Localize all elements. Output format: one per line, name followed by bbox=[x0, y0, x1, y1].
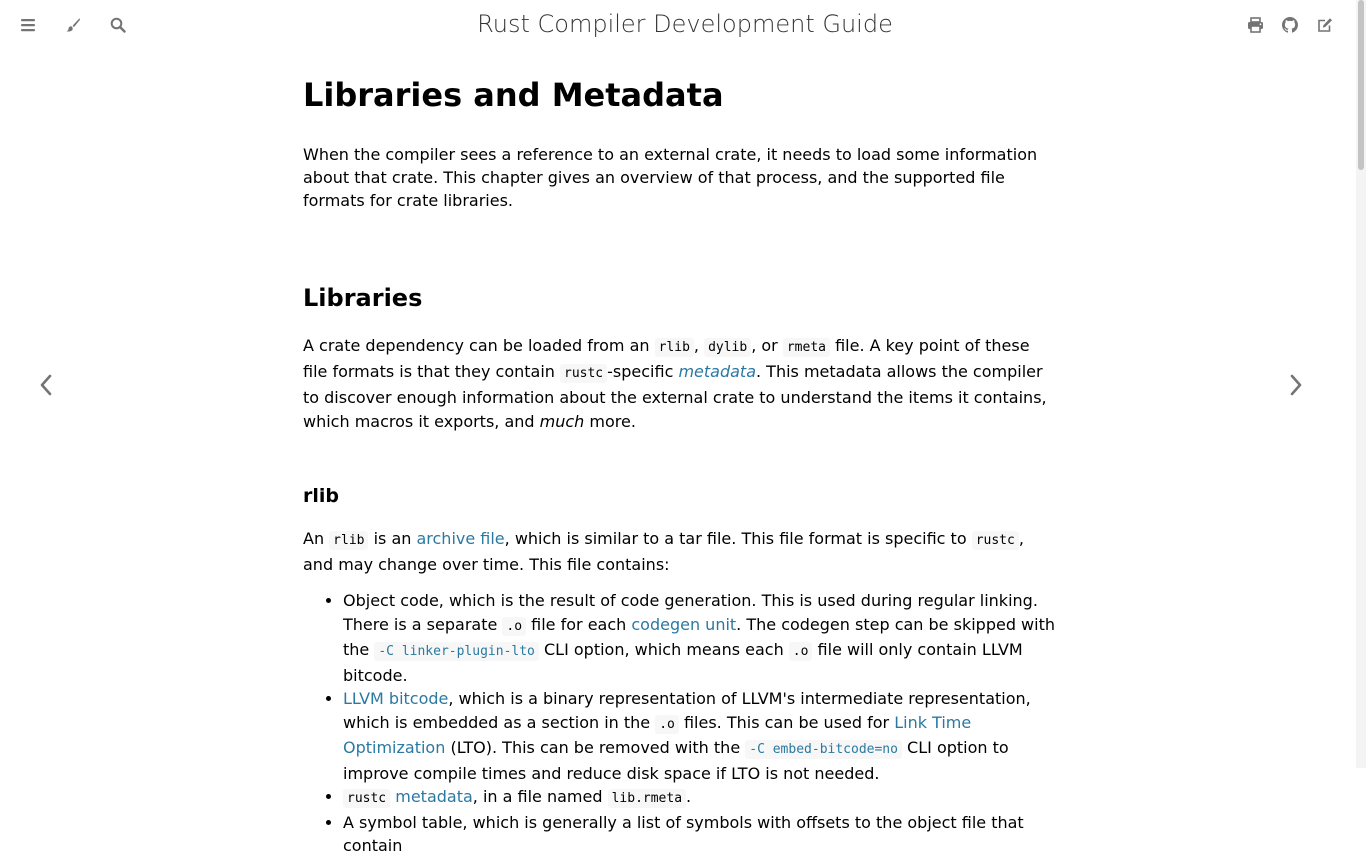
inline-code: .o bbox=[655, 715, 679, 734]
print-button[interactable] bbox=[1240, 10, 1270, 40]
edit-page-link[interactable] bbox=[1310, 10, 1340, 40]
list-item: • A symbol table, which is generally a list of symbols with offsets to the object file that contain bbox=[343, 811, 1055, 858]
page-title: Libraries and Metadata bbox=[303, 76, 724, 114]
inline-code: .o bbox=[502, 617, 526, 636]
lto-link[interactable]: Link Time Optimization bbox=[343, 712, 972, 757]
inline-code: rlib bbox=[329, 531, 368, 550]
linker-plugin-lto-link[interactable]: -C linker-plugin-lto bbox=[374, 640, 539, 659]
inline-code: lib.rmeta bbox=[608, 789, 686, 808]
codegen-unit-link[interactable]: codegen unit bbox=[631, 614, 737, 634]
inline-code: rustc bbox=[560, 364, 607, 383]
intro-paragraph: When the compiler sees a reference to an external crate, it needs to load some information about that crate. This chapter gives an overview of that process, and the supported file formats for crate libraries. bbox=[303, 145, 1038, 210]
chevron-left-icon bbox=[39, 374, 53, 396]
embed-bitcode-link[interactable]: -C embed-bitcode=no bbox=[745, 738, 902, 757]
github-link[interactable] bbox=[1275, 10, 1305, 40]
inline-code: .o bbox=[789, 642, 813, 661]
book-title: Rust Compiler Development Guide bbox=[477, 10, 893, 38]
previous-chapter-button[interactable] bbox=[30, 369, 62, 401]
list-item: • Object code, which is the result of code generation. This is used during regular linking. There is a separate .o file for each codegen unit. The codegen step can be skipped with the -C linker-plugin-lto CLI option, which means each .o file will only contain LLVM bitcode. bbox=[343, 589, 1055, 687]
emphasis-text: much bbox=[539, 412, 585, 431]
metadata-link[interactable]: metadata bbox=[678, 362, 756, 381]
inline-code: dylib bbox=[704, 338, 751, 357]
scrollbar-thumb[interactable] bbox=[1358, 0, 1364, 170]
inline-code: rustc bbox=[972, 531, 1019, 550]
scrollbar[interactable] bbox=[1356, 0, 1366, 768]
inline-code: rustc bbox=[343, 789, 390, 808]
rustc-metadata-link[interactable]: metadata bbox=[395, 787, 473, 806]
rlib-heading: rlib bbox=[303, 485, 339, 507]
libraries-heading: Libraries bbox=[303, 284, 423, 312]
inline-code: rmeta bbox=[783, 338, 830, 357]
menu-bar bbox=[0, 0, 1356, 50]
chapter-content bbox=[303, 70, 1055, 858]
llvm-bitcode-link[interactable]: LLVM bitcode bbox=[343, 689, 449, 708]
github-icon bbox=[1282, 17, 1298, 33]
inline-code: rlib bbox=[655, 338, 694, 357]
list-item: • rustc metadata, in a file named lib.rmeta . bbox=[343, 785, 1055, 811]
edit-icon bbox=[1317, 17, 1333, 33]
next-chapter-button[interactable] bbox=[1280, 369, 1312, 401]
libraries-paragraph: A crate dependency can be loaded from an rlib , dylib , or rmeta file. A key point of these file formats is that they contain rustc -specific metadata. This metadata allows the compiler to discover enough information about the external crate to understand the items it contains, which macros it exports, and much more. bbox=[303, 336, 1047, 431]
chevron-right-icon bbox=[1289, 374, 1303, 396]
print-icon bbox=[1247, 17, 1264, 33]
rlib-paragraph: An rlib is an archive file, which is similar to a tar file. This file format is specific to rustc , and may change over time. This file contains: bbox=[303, 529, 1024, 574]
rlib-contents-list bbox=[303, 589, 1055, 858]
list-item: • LLVM bitcode, which is a binary representation of LLVM's intermediate representation, which is embedded as a section in the .o files. This can be used for Link Time Optimization (LTO). This can be removed with the -C embed-bitcode=no CLI option to improve compile times and reduce disk space if LTO is not needed. bbox=[343, 687, 1055, 785]
archive-file-link[interactable]: archive file bbox=[416, 529, 505, 548]
